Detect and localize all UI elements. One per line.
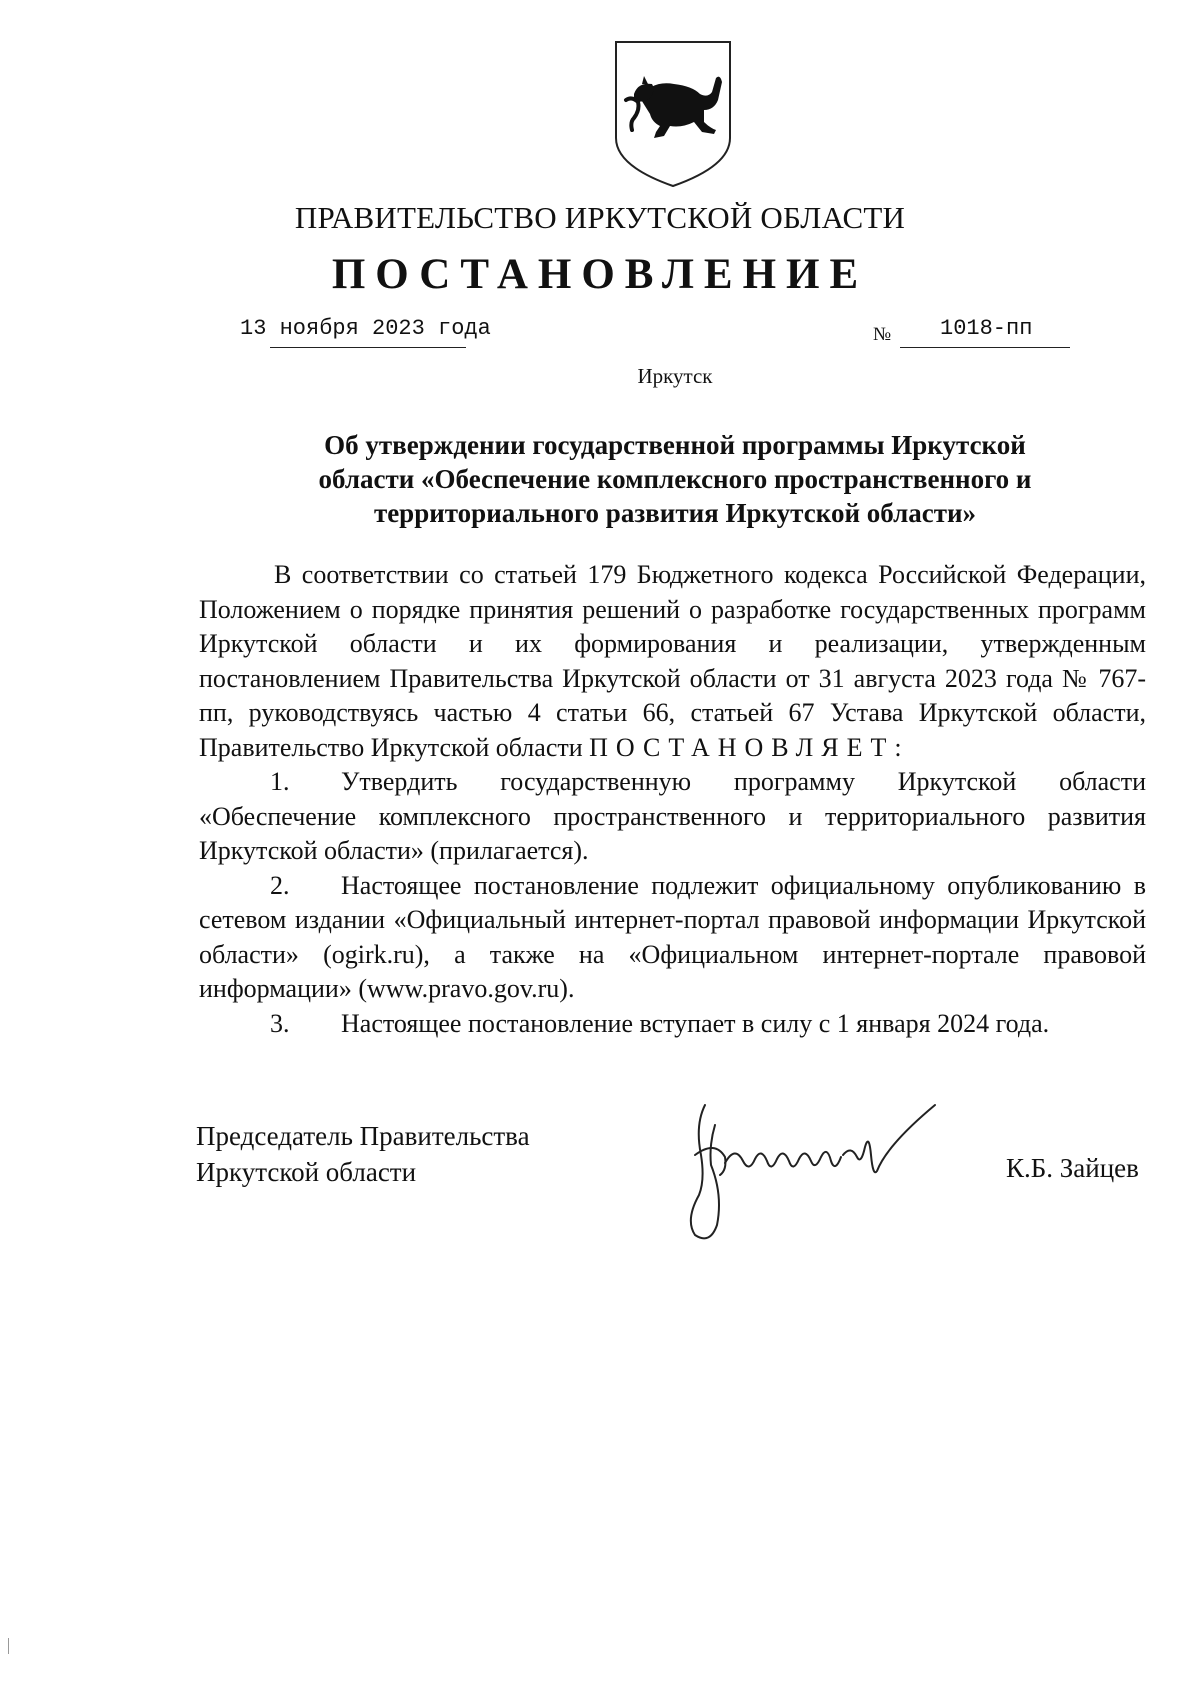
handwritten-signature (665, 1085, 965, 1255)
position-line: Председатель Правительства (196, 1121, 530, 1151)
document-type: ПОСТАНОВЛЕНИЕ (331, 251, 869, 298)
list-item (199, 1007, 1146, 1042)
document-number: 1018-пп (940, 316, 1033, 341)
signatory-name: К.Б. Зайцев (1006, 1153, 1139, 1183)
document-title (200, 428, 1150, 530)
preamble-text: В соответствии со статьей 179 Бюджетного кодекса Российской Федерации, Положением о порядке принятия решений о разработке государственных программ Иркутской области и их формирования и реализации, утвержденным постановлением Правительства Иркутской области от 31 августа 2023 года № 767-пп, руководствуясь частью 4 статьи 66, статьей 67 Устава Иркутской области, Правительство Иркутской области (199, 560, 1146, 762)
position-line: Иркутской области (196, 1157, 417, 1187)
item-text: Настоящее постановление вступает в силу с 1 января 2024 года. (341, 1008, 1050, 1038)
title-line: территориального развития Иркутской области» (373, 498, 977, 528)
list-item (199, 765, 1146, 869)
item-number: 2. (270, 870, 290, 900)
coat-of-arms-emblem (612, 38, 734, 190)
item-text: Настоящее постановление подлежит официальному опубликованию в сетевом издании «Официальный интернет-портал правовой информации Иркутской области» (ogirk.ru), а также на «Официальном интернет-портале правовой информации» (www.pravo.gov.ru). (199, 870, 1146, 1003)
item-text: Утвердить государственную программу Иркутской области «Обеспечение комплексного пространственного и территориального развития Иркутской области» (прилагается). (199, 767, 1146, 865)
decree-word: ПОСТАНОВЛЯЕТ: (589, 732, 910, 762)
document-city: Иркутск (637, 364, 713, 388)
document-body (199, 558, 1146, 1041)
document-date: 13 ноября 2023 года (240, 316, 491, 341)
item-number: 1. (270, 767, 290, 796)
title-line: Об утверждении государственной программы Иркутской (324, 430, 1026, 460)
date-underline (270, 347, 466, 348)
signatory-position (196, 1118, 530, 1190)
title-line: области «Обеспечение комплексного пространственного и (318, 464, 1032, 494)
number-underline (900, 347, 1070, 348)
preamble-paragraph (199, 558, 1146, 765)
item-number: 3. (270, 1008, 290, 1038)
list-item (199, 869, 1146, 1007)
number-sign: № (873, 324, 892, 345)
organization-name: ПРАВИТЕЛЬСТВО ИРКУТСКОЙ ОБЛАСТИ (294, 200, 906, 235)
scan-edge-mark (8, 1638, 9, 1654)
